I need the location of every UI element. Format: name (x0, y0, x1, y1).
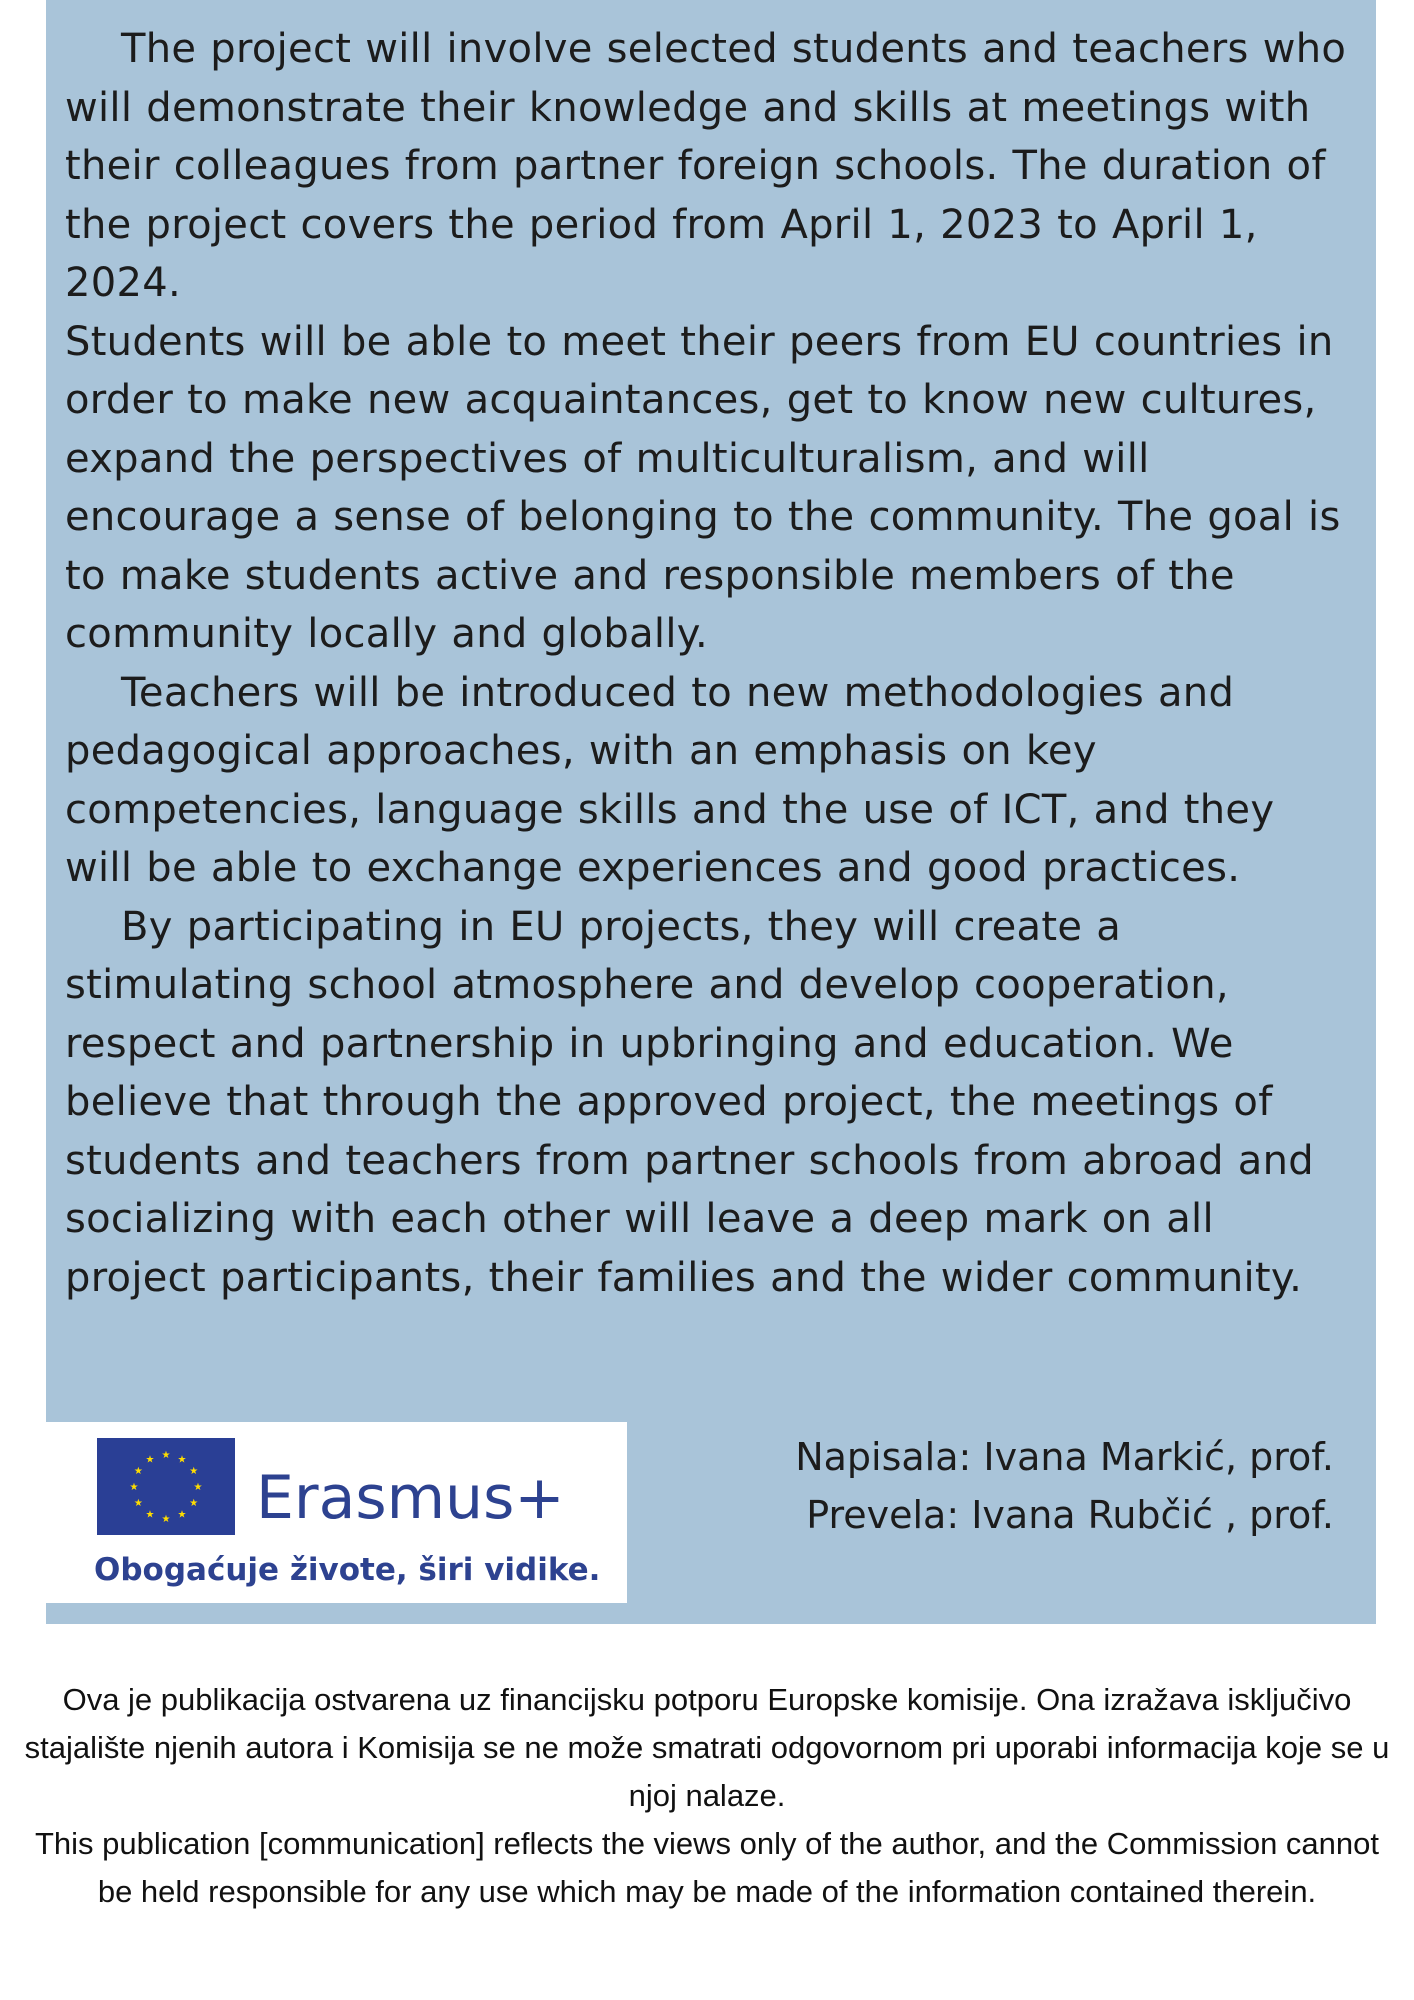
erasmus-wordmark: Erasmus+ (256, 1463, 565, 1533)
credits (795, 1428, 1334, 1544)
disclaimer-croatian: Ova je publikacija ostvarena uz financijsku potporu Europske komisije. Ona izražava isključivo stajalište njenih autora i Komisija se ne može smatrati odgovornom pri uporabi informacija koje se u njoj nalaze. (24, 1682, 1390, 1813)
paragraph-project-overview: The project will involve selected students and teachers who will demonstrate their knowledge and skills at meetings with their colleagues from partner foreign schools. The duration of the project covers the period from April 1, 2023 to April 1, 2024. (65, 26, 1347, 306)
funding-disclaimer (20, 1676, 1394, 1916)
erasmus-logo (46, 1422, 627, 1603)
translator-credit: Prevela: Ivana Rubčić , prof. (806, 1493, 1334, 1537)
eu-star-icon: ★ (161, 1450, 171, 1461)
eu-star-icon: ★ (129, 1482, 139, 1493)
paragraph-students: Students will be able to meet their peers from EU countries in order to make new acquaintances, get to know new cultures, expand the perspectives of multiculturalism, and will encourage a sense of belonging to the community. The goal is to make students active and responsible members of the community locally and globally. (65, 318, 1341, 657)
eu-star-icon: ★ (177, 1509, 187, 1521)
eu-star-icon: ★ (177, 1454, 187, 1466)
eu-star-icon: ★ (189, 1466, 199, 1477)
erasmus-logo-graphic (46, 1422, 627, 1603)
disclaimer-english: This publication [communication] reflects the views only of the author, and the Commission cannot be held responsible for any use which may be made of the information contained therein. (34, 1826, 1380, 1909)
eu-star-icon: ★ (145, 1509, 155, 1521)
eu-star-icon: ★ (193, 1482, 203, 1493)
author-credit: Napisala: Ivana Markić, prof. (795, 1435, 1334, 1479)
article-body (65, 20, 1355, 1307)
eu-star-icon: ★ (161, 1514, 171, 1525)
eu-star-icon: ★ (189, 1498, 199, 1509)
erasmus-tagline: Obogaćuje živote, širi vidike. (94, 1552, 601, 1588)
eu-star-icon: ★ (133, 1498, 143, 1509)
eu-star-icon: ★ (145, 1454, 155, 1466)
paragraph-participation: By participating in EU projects, they will create a stimulating school atmosphere and develop cooperation, respect and partnership in upbringing and education. We believe that through the approved project, the meetings of students and teachers from partner schools from abroad and socializing with each other will leave a deep mark on all project participants, their families and the wider community. (65, 903, 1314, 1301)
eu-star-icon: ★ (133, 1466, 143, 1477)
paragraph-teachers: Teachers will be introduced to new methodologies and pedagogical approaches, with an emphasis on key competencies, language skills and the use of ICT, and they will be able to exchange experiences and good practices. (65, 669, 1275, 891)
